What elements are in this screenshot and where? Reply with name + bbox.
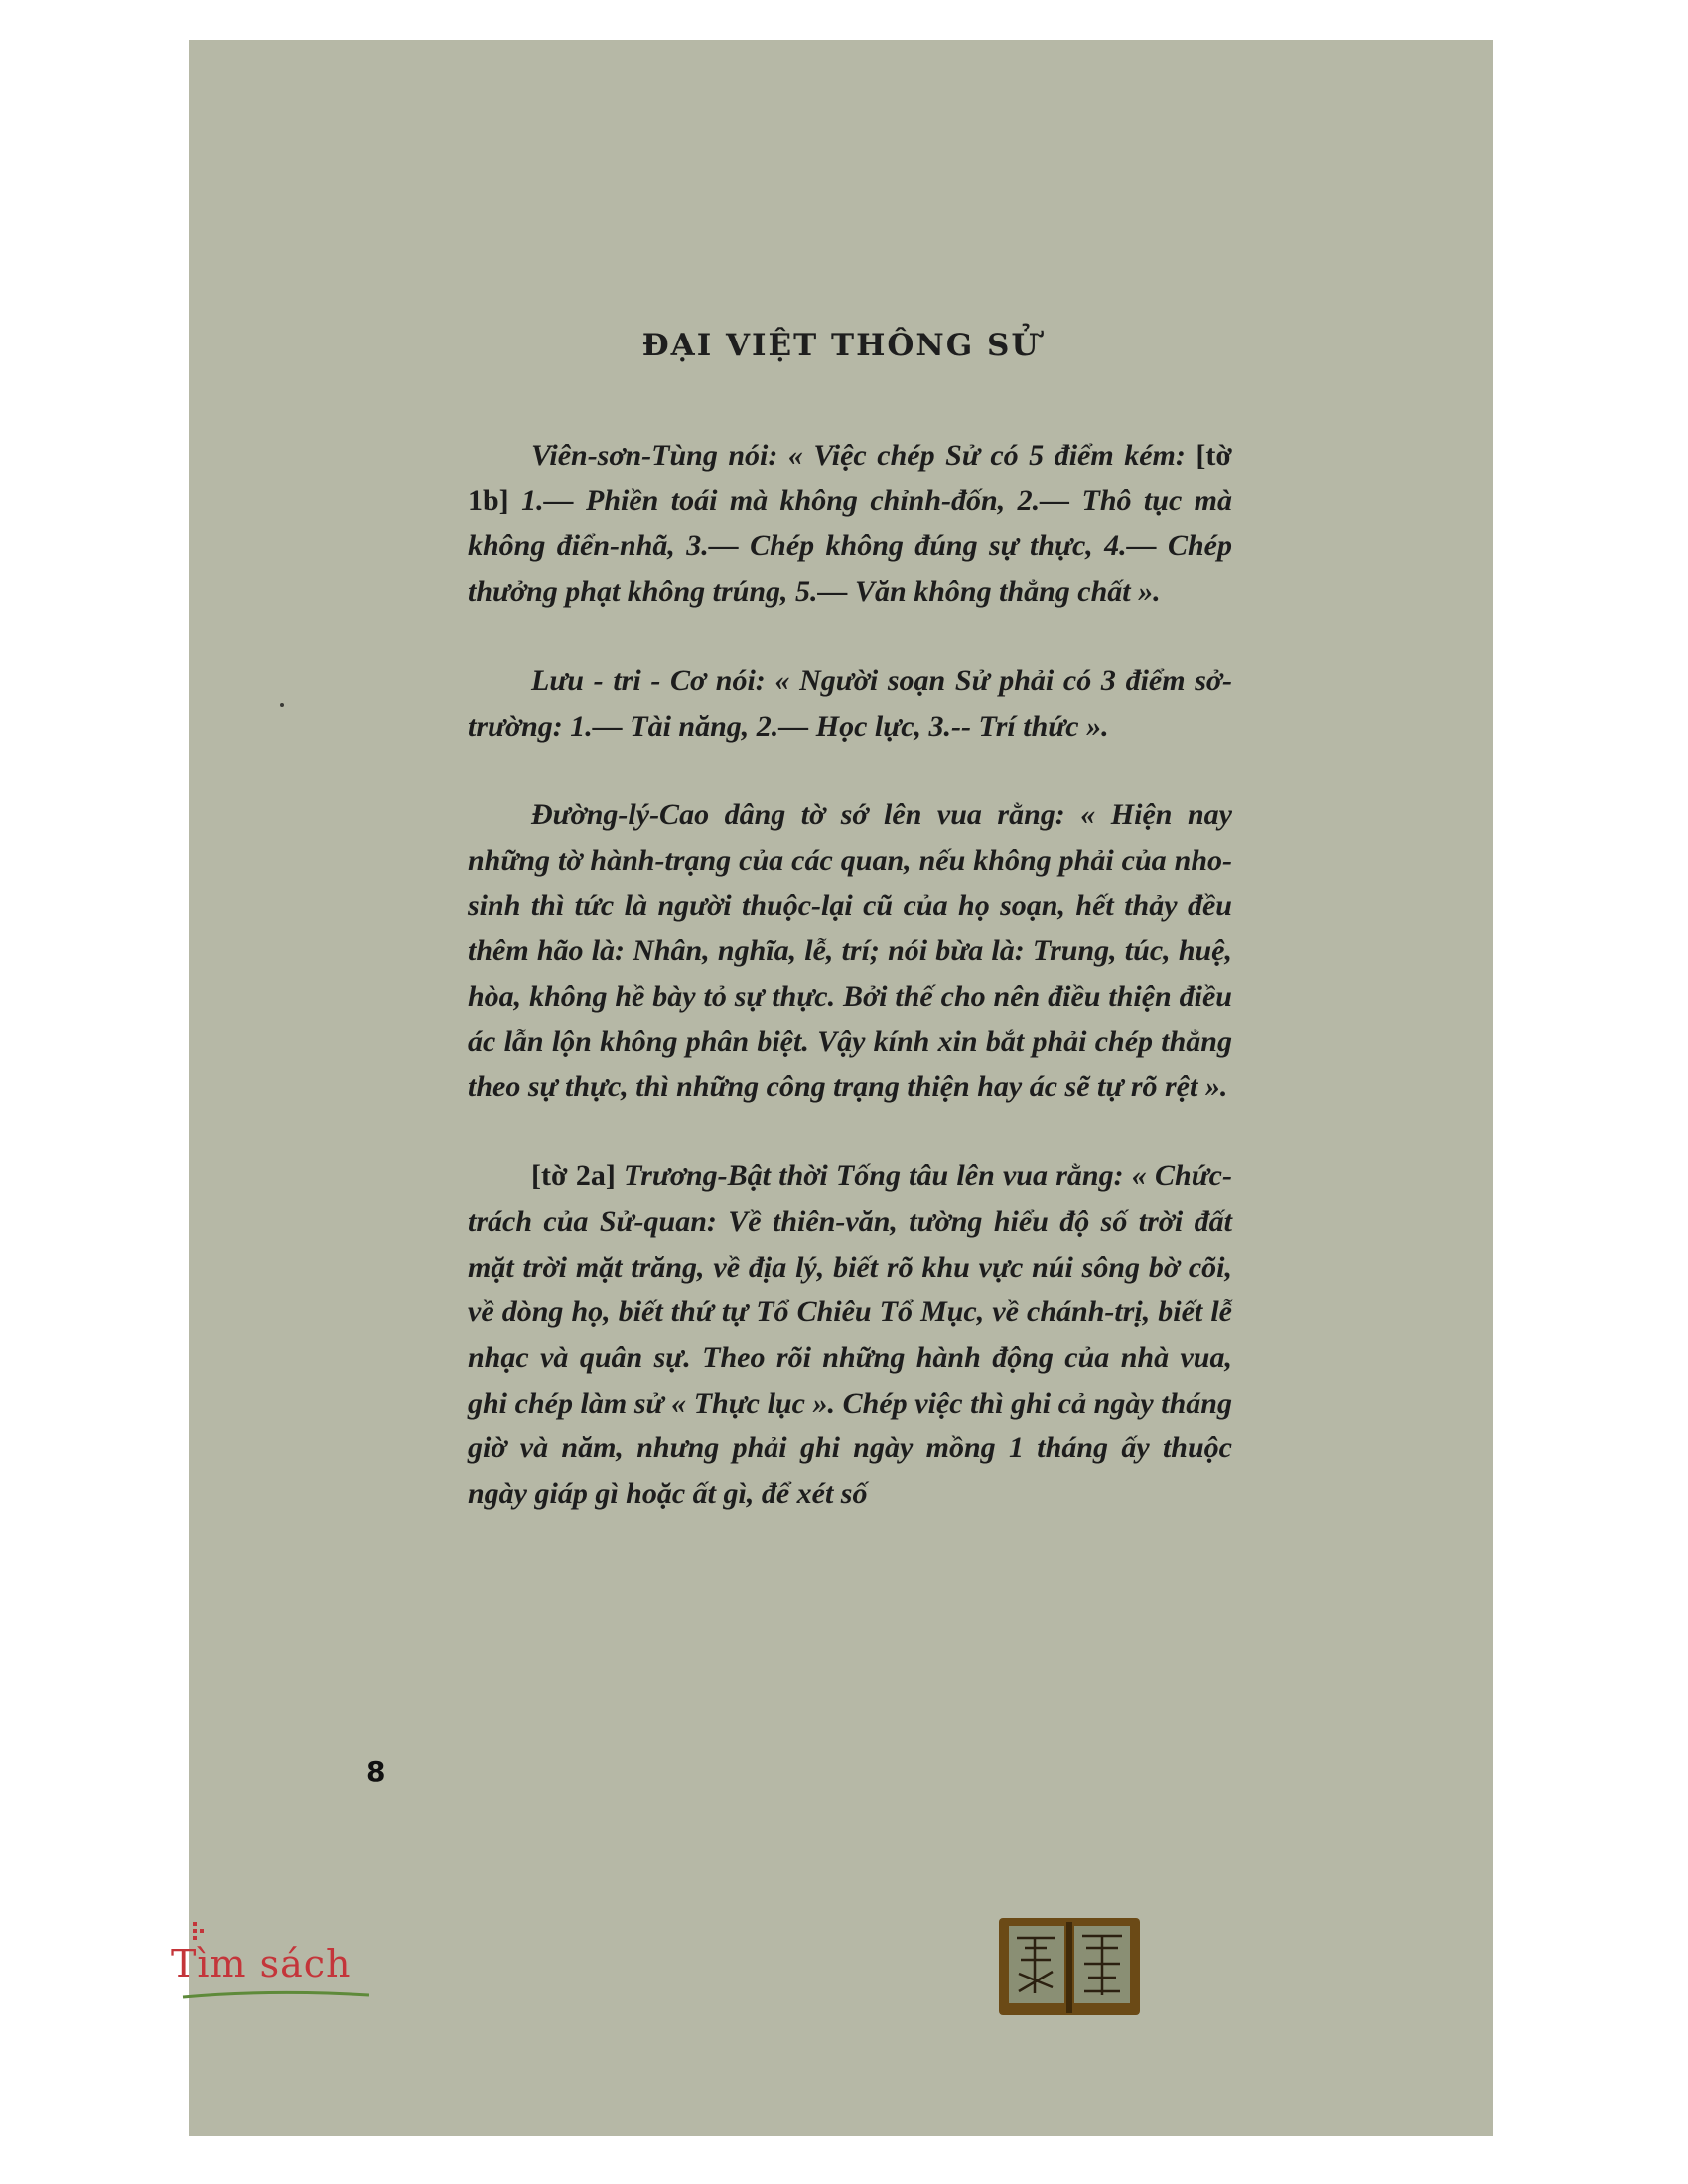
- paragraph-text: 1.— Phiền toái mà không chỉnh-đốn, 2.— Thô tục mà không điển-nhã, 3.— Chép không đúng sự thực, 4.— Chép thưởng phạt không trúng, 5.— Văn không thẳng chất ».: [468, 483, 1232, 609]
- folio-marker: [tờ 1b]: [468, 439, 1232, 517]
- scanned-page: [189, 40, 1493, 2136]
- paragraph-text: Đường-lý-Cao dâng tờ sớ lên vua rằng: « Hiện nay những tờ hành-trạng của các quan, nếu không phải của nho-sinh thì tức là người thuộc-lại cũ của họ soạn, hết thảy đều thêm hão là: Nhân, nghĩa, lễ, trí; nói bừa là: Trung, túc, huệ, hòa, không hề bày tỏ sự thực. Bởi thế cho nên điều thiện điều ác lẫn lộn không phân biệt. Vậy kính xin bắt phải chép thẳng theo sự thực, thì những công trạng thiện hay ác sẽ tự rõ rệt ».: [468, 798, 1232, 1104]
- paragraph-text: Viên-sơn-Tùng nói: « Việc chép Sử có 5 điểm kém:: [531, 439, 1196, 472]
- paragraph: [468, 433, 1232, 614]
- paragraph-text: Lưu - tri - Cơ nói: « Người soạn Sử phải có 3 điểm sở-trường: 1.— Tài năng, 2.— Học lực, 3.-- Trí thức ».: [468, 663, 1232, 743]
- open-book-icon: [995, 1914, 1144, 2023]
- scan-speck: [280, 703, 284, 707]
- running-title: ĐẠI VIỆT THÔNG SỬ: [641, 328, 1041, 363]
- paragraph: [468, 1154, 1232, 1517]
- logo-text: Tìm sách: [171, 1942, 352, 1985]
- body-text: [468, 433, 1232, 1561]
- book-logo: [995, 1914, 1144, 2023]
- timsach-logo: [171, 1914, 369, 2013]
- folio-marker: [tờ 2a]: [531, 1160, 616, 1193]
- page-number: 8: [366, 1755, 386, 1788]
- paragraph-text: Trương-Bật thời Tống tâu lên vua rằng: « Chức-trách của Sử-quan: Về thiên-văn, tường hiểu độ số trời đất mặt trời mặt trăng, về địa lý, biết rõ khu vực núi sông bờ cõi, về dòng họ, biết thứ tự Tổ Chiêu Tổ Mục, về chánh-trị, biết lễ nhạc và quân sự. Theo rõi những hành động của nhà vua, ghi chép làm sử « Thực lục ». Chép việc thì ghi cả ngày tháng giờ và năm, nhưng phải ghi ngày mồng 1 tháng ấy thuộc ngày giáp gì hoặc ất gì, để xét số: [468, 1160, 1232, 1511]
- paragraph: [468, 658, 1232, 749]
- paragraph: [468, 792, 1232, 1110]
